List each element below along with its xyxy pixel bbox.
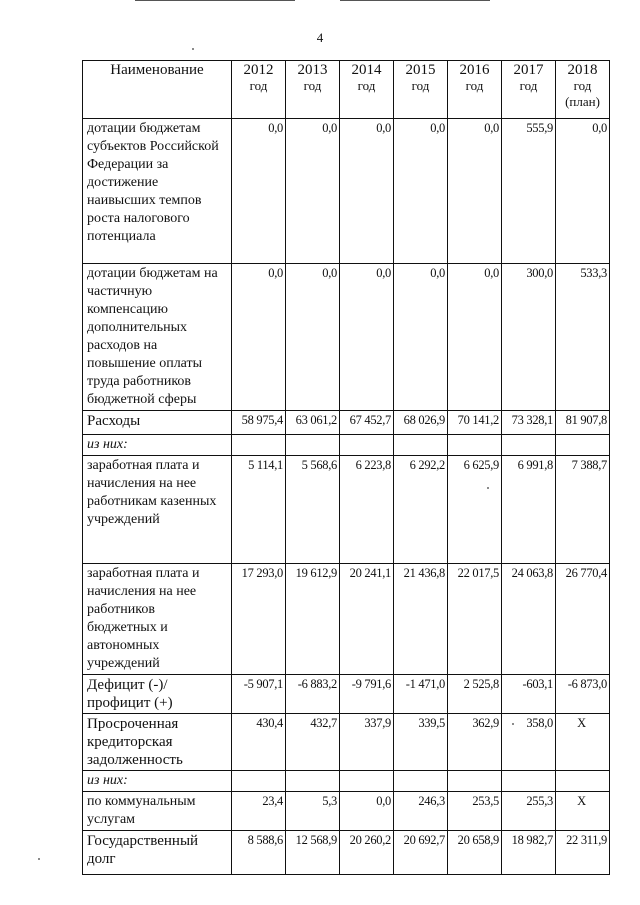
row-name-cell: заработная плата и начисления на нее работникам казенных учреждений [83, 456, 232, 564]
table-row [83, 411, 610, 435]
value-cell: 432,7 [286, 714, 340, 771]
value-cell: 0,0 [394, 264, 448, 411]
value-cell: 0,0 [448, 119, 502, 264]
value-cell: 2 525,8 [448, 675, 502, 714]
year-sub-label: год (план) [565, 78, 600, 109]
value-cell: 22 311,9 [556, 831, 610, 875]
table-row [83, 456, 610, 564]
row-name-cell: Государственный долг [83, 831, 232, 875]
table-row [83, 831, 610, 875]
value-cell: 0,0 [394, 119, 448, 264]
value-cell [502, 771, 556, 792]
row-name-cell: по коммунальным услугам [83, 792, 232, 831]
value-cell [394, 771, 448, 792]
row-name-cell: заработная плата и начисления на нее работников бюджетных и автономных учреждений [83, 564, 232, 675]
value-cell: Х [556, 792, 610, 831]
value-cell: 337,9 [340, 714, 394, 771]
year-sub-label: год [357, 78, 376, 93]
row-name-cell: из них: [83, 771, 232, 792]
row-name-cell: Дефицит (-)/ профицит (+) [83, 675, 232, 714]
value-cell: 5 568,6 [286, 456, 340, 564]
header-year-cell [286, 61, 340, 119]
value-cell: 0,0 [286, 264, 340, 411]
value-cell: 73 328,1 [502, 411, 556, 435]
value-cell [286, 771, 340, 792]
year-sub-label: год [465, 78, 484, 93]
table-body [83, 119, 610, 875]
value-cell: 20 692,7 [394, 831, 448, 875]
header-year-cell [556, 61, 610, 119]
table-row [83, 771, 610, 792]
value-cell: 246,3 [394, 792, 448, 831]
value-cell: -1 471,0 [394, 675, 448, 714]
value-cell: 24 063,8 [502, 564, 556, 675]
year-label: 2014 [351, 62, 382, 78]
value-cell: 21 436,8 [394, 564, 448, 675]
value-cell: 0,0 [286, 119, 340, 264]
scan-speck [487, 487, 489, 489]
value-cell [286, 435, 340, 456]
year-label: 2017 [513, 62, 544, 78]
header-year-cell [502, 61, 556, 119]
value-cell: 26 770,4 [556, 564, 610, 675]
table-row [83, 119, 610, 264]
value-cell: 533,3 [556, 264, 610, 411]
value-cell: 253,5 [448, 792, 502, 831]
value-cell: 20 260,2 [340, 831, 394, 875]
value-cell: 12 568,9 [286, 831, 340, 875]
value-cell [448, 771, 502, 792]
value-cell: 5,3 [286, 792, 340, 831]
year-sub-label: год [519, 78, 538, 93]
value-cell: -9 791,6 [340, 675, 394, 714]
value-cell: 0,0 [232, 119, 286, 264]
value-cell: 70 141,2 [448, 411, 502, 435]
table-row [83, 264, 610, 411]
table-row [83, 564, 610, 675]
year-label: 2016 [459, 62, 490, 78]
value-cell: 20 658,9 [448, 831, 502, 875]
value-cell [394, 435, 448, 456]
row-name-cell: Просроченная кредиторская задолженность [83, 714, 232, 771]
value-cell: 6 625,9 [448, 456, 502, 564]
value-cell: 300,0 [502, 264, 556, 411]
value-cell: 0,0 [232, 264, 286, 411]
value-cell: -6 883,2 [286, 675, 340, 714]
value-cell: 0,0 [448, 264, 502, 411]
value-cell: Х [556, 714, 610, 771]
scan-speck [192, 48, 194, 50]
value-cell: 0,0 [340, 792, 394, 831]
value-cell: 339,5 [394, 714, 448, 771]
value-cell: 23,4 [232, 792, 286, 831]
value-cell: 362,9 [448, 714, 502, 771]
header-year-cell [232, 61, 286, 119]
value-cell: -5 907,1 [232, 675, 286, 714]
table-row [83, 675, 610, 714]
value-cell: 0,0 [340, 119, 394, 264]
value-cell [556, 771, 610, 792]
value-cell: 6 292,2 [394, 456, 448, 564]
year-label: 2015 [405, 62, 436, 78]
scan-speck [512, 723, 514, 725]
value-cell: 17 293,0 [232, 564, 286, 675]
value-cell [232, 771, 286, 792]
year-label: 2012 [243, 62, 274, 78]
row-name-cell: дотации бюджетам на частичную компенсацию дополнительных расходов на повышение оплаты труда работников бюджетной сферы [83, 264, 232, 411]
page-number: 4 [316, 30, 324, 45]
value-cell: 358,0 [502, 714, 556, 771]
value-cell [556, 435, 610, 456]
value-cell [340, 771, 394, 792]
year-label: 2013 [297, 62, 328, 78]
top-edge-line [135, 0, 295, 1]
value-cell: 20 241,1 [340, 564, 394, 675]
value-cell: 63 061,2 [286, 411, 340, 435]
table-row [83, 792, 610, 831]
value-cell: 5 114,1 [232, 456, 286, 564]
year-label: 2018 [567, 62, 598, 78]
header-row [83, 61, 610, 119]
row-name-cell: дотации бюджетам субъектов Российской Федерации за достижение наивысших темпов роста налогового потенциала [83, 119, 232, 264]
value-cell: 555,9 [502, 119, 556, 264]
value-cell: 255,3 [502, 792, 556, 831]
value-cell: 7 388,7 [556, 456, 610, 564]
scan-speck [38, 858, 40, 860]
row-name-cell: из них: [83, 435, 232, 456]
top-edge-line [340, 0, 490, 1]
value-cell: 67 452,7 [340, 411, 394, 435]
value-cell [502, 435, 556, 456]
header-name-cell [83, 61, 232, 119]
header-year-cell [340, 61, 394, 119]
value-cell: 58 975,4 [232, 411, 286, 435]
year-sub-label: год [411, 78, 430, 93]
row-name-cell: Расходы [83, 411, 232, 435]
value-cell: 19 612,9 [286, 564, 340, 675]
value-cell: 6 223,8 [340, 456, 394, 564]
value-cell: -6 873,0 [556, 675, 610, 714]
year-sub-label: год [249, 78, 268, 93]
header-name-label: Наименование [110, 62, 204, 78]
value-cell: 8 588,6 [232, 831, 286, 875]
value-cell: 6 991,8 [502, 456, 556, 564]
value-cell: 68 026,9 [394, 411, 448, 435]
value-cell: 81 907,8 [556, 411, 610, 435]
value-cell: 430,4 [232, 714, 286, 771]
header-year-cell [394, 61, 448, 119]
year-sub-label: год [303, 78, 322, 93]
value-cell: 22 017,5 [448, 564, 502, 675]
budget-table [82, 60, 610, 875]
table-row [83, 435, 610, 456]
value-cell: 0,0 [340, 264, 394, 411]
header-year-cell [448, 61, 502, 119]
table-row [83, 714, 610, 771]
value-cell: 18 982,7 [502, 831, 556, 875]
value-cell [340, 435, 394, 456]
value-cell [232, 435, 286, 456]
value-cell: 0,0 [556, 119, 610, 264]
value-cell: -603,1 [502, 675, 556, 714]
value-cell [448, 435, 502, 456]
